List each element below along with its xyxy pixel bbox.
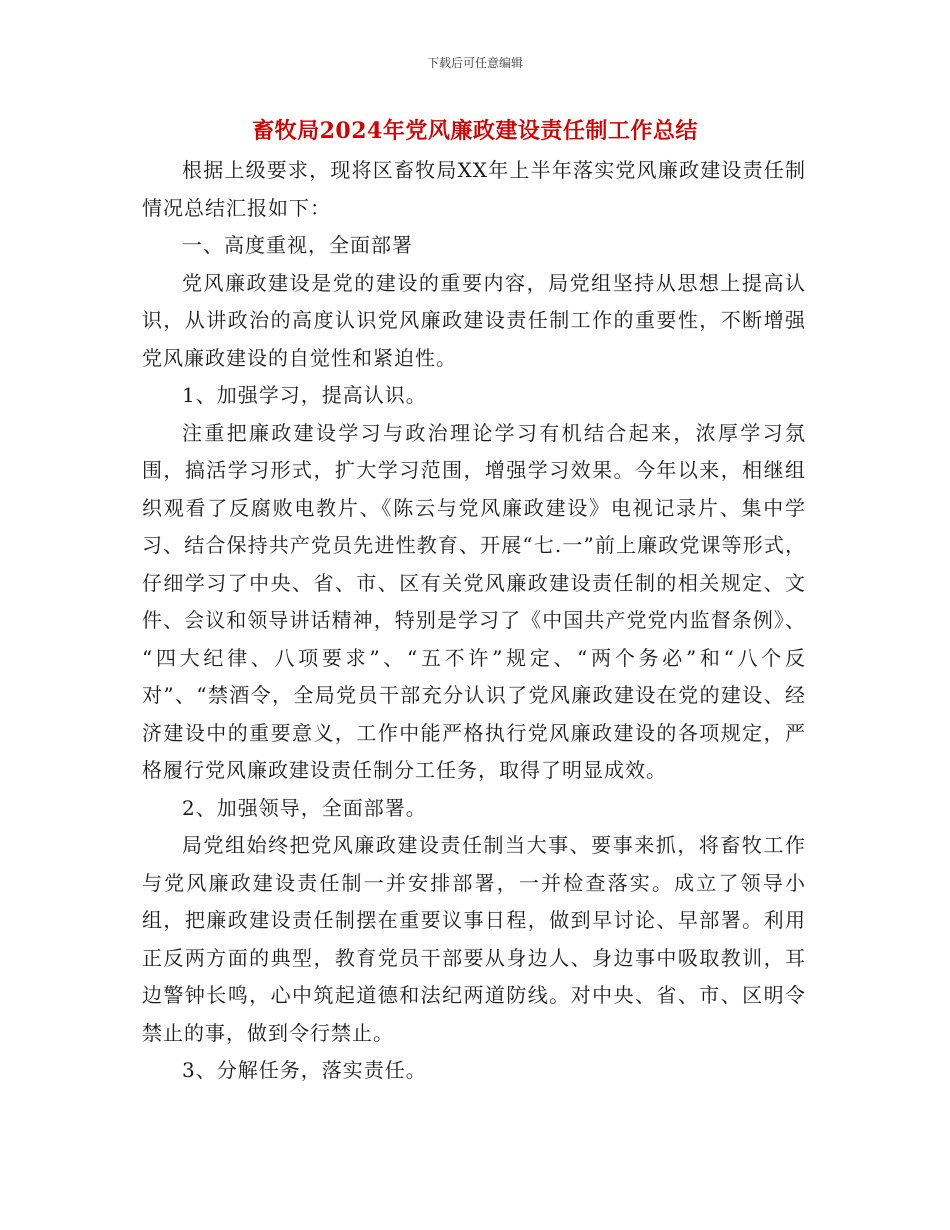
intro-paragraph: 根据上级要求，现将区畜牧局XX年上半年落实党风廉政建设责任制情况总结汇报如下：	[142, 158, 806, 220]
section-1-paragraph: 党风廉政建设是党的建设的重要内容，局党组坚持从思想上提高认识，从讲政治的高度认识党风廉政建设责任制工作的重要性，不断增强党风廉政建设的自觉性和紧迫性。	[142, 270, 806, 370]
subsection-2-paragraph: 局党组始终把党风廉政建设责任制当大事、要事来抓，将畜牧工作与党风廉政建设责任制一并安排部署，一并检查落实。成立了领导小组，把廉政建设责任制摆在重要议事日程，做到早讨论、早部署。利用正反两方面的典型，教育党员干部要从身边人、身边事中吸取教训，耳边警钟长鸣，心中筑起道德和法纪两道防线。对中央、省、市、区明令禁止的事，做到令行禁止。	[142, 833, 806, 1045]
document-body	[142, 152, 806, 1090]
header-note: 下载后可任意编辑	[426, 56, 523, 70]
subheading-1: 1、加强学习，提高认识。	[182, 383, 427, 407]
subheading-3: 3、分解任务，落实责任。	[182, 1058, 427, 1082]
section-heading-1: 一、高度重视，全面部署	[182, 233, 413, 257]
subsection-1-paragraph: 注重把廉政建设学习与政治理论学习有机结合起来，浓厚学习氛围，搞活学习形式，扩大学习范围，增强学习效果。今年以来，相继组织观看了反腐败电教片、《陈云与党风廉政建设》电视记录片、集中学习、结合保持共产党员先进性教育、开展“七.一”前上廉政党课等形式，仔细学习了中央、省、市、区有关党风廉政建设责任制的相关规定、文件、会议和领导讲话精神，特别是学习了《中国共产党党内监督条例》、 “四大纪律、八项要求”、“五不许”规定、“两个务必”和“八个反对”、“禁酒令，全局党员干部充分认识了党风廉政建设在党的建设、经济建设中的重要意义，工作中能严格执行党风廉政建设的各项规定，严格履行党风廉政建设责任制分工任务，取得了明显成效。	[142, 420, 806, 782]
document-title: 畜牧局2024年党风廉政建设责任制工作总结	[252, 118, 698, 144]
subheading-2: 2、加强领导，全面部署。	[182, 795, 427, 820]
